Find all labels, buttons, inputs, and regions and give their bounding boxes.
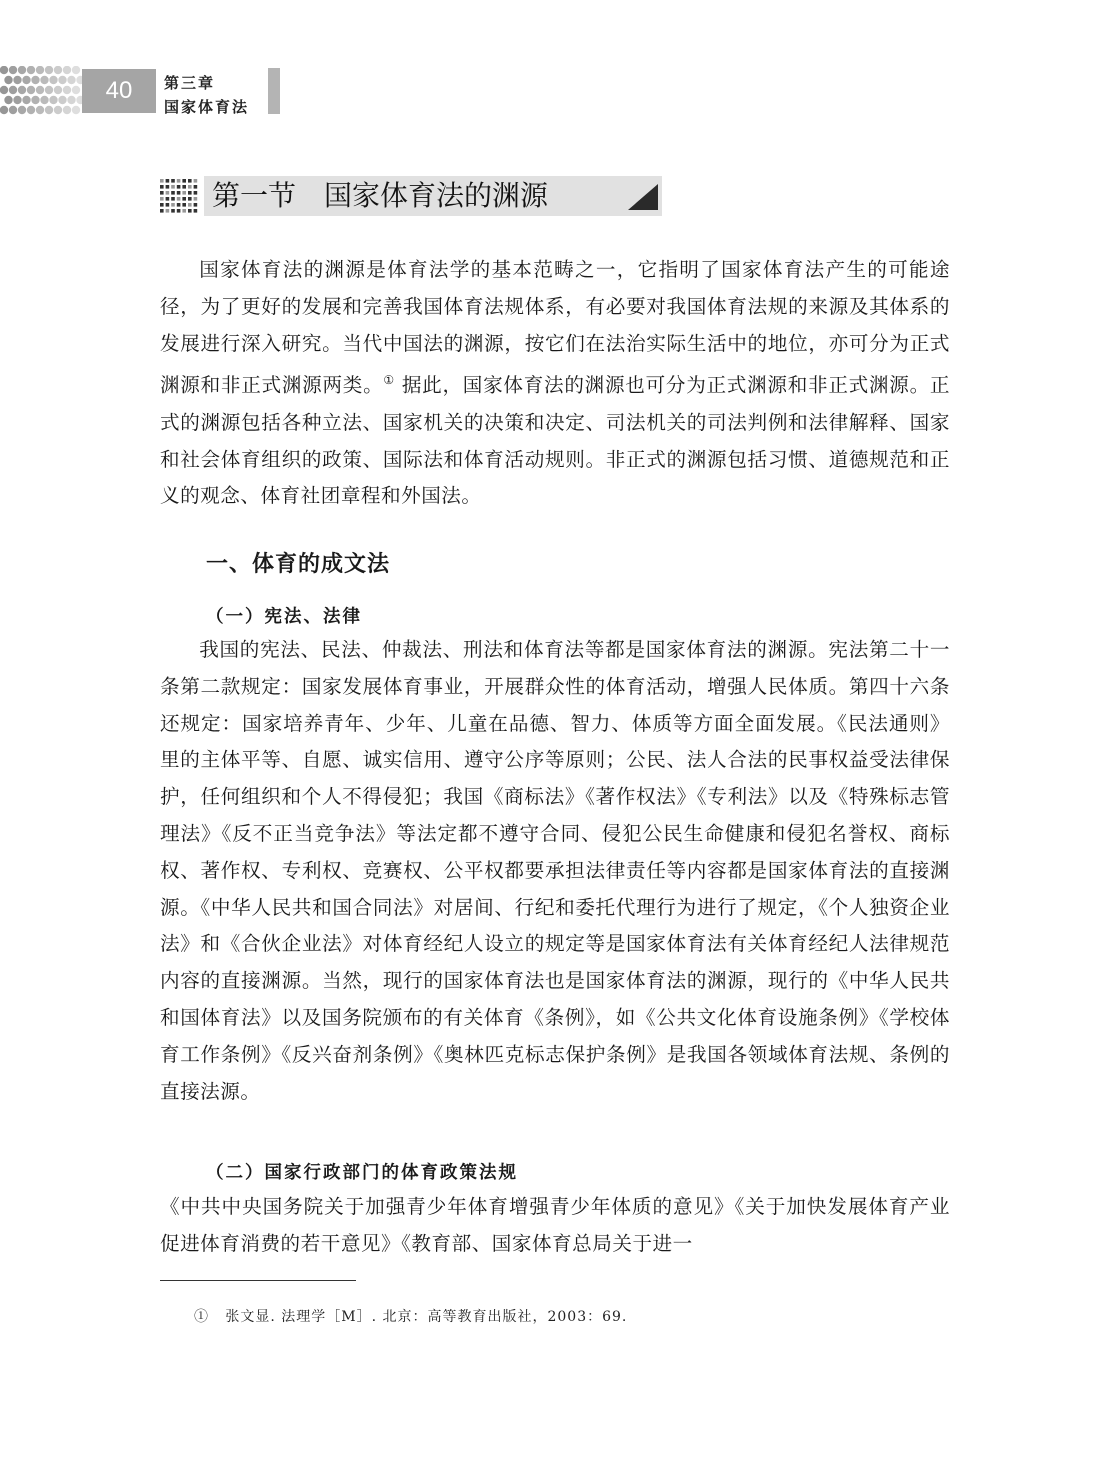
chapter-title: 国家体育法 <box>164 98 250 116</box>
footnote-marker: ① <box>194 1309 209 1325</box>
subsection-heading: 一、体育的成文法 <box>206 551 391 577</box>
chapter-header <box>164 71 249 119</box>
item-2-paragraph: 《中共中央国务院关于加强青少年体育增强青少年体质的意见》《关于加快发展体育产业促进体育消费的若干意见》《教育部、国家体育总局关于进一 <box>160 1195 950 1255</box>
section-heading <box>204 176 662 216</box>
intro-text-1: 国家体育法的渊源是体育法学的基本范畴之一，它指明了国家体育法产生的可能途径，为了更好的发展和完善我国体育法规体系，有必要对我国体育法规的来源及其体系的发展进行深入研究。当代中国法的渊源，按它们在法治实际生活中的地位，亦可分为正式渊源和非正式渊源两类。 <box>160 258 950 397</box>
item-1-paragraph: 我国的宪法、民法、仲裁法、刑法和体育法等都是国家体育法的渊源。宪法第二十一条第二款规定：国家发展体育事业，开展群众性的体育活动，增强人民体质。第四十六条还规定：国家培养青年、少年、儿童在品德、智力、体质等方面全面发展。《民法通则》里的主体平等、自愿、诚实信用、遵守公序等原则；公民、法人合法的民事权益受法律保护，任何组织和个人不得侵犯；我国《商标法》《著作权法》《专利法》以及《特殊标志管理法》《反不正当竞争法》等法定都不遵守合同、侵犯公民生命健康和侵犯名誉权、商标权、著作权、专利权、竞赛权、公平权都要承担法律责任等内容都是国家体育法的直接渊源。《中华人民共和国合同法》对居间、行纪和委托代理行为进行了规定，《个人独资企业法》和《合伙企业法》对体育经纪人设立的规定等是国家体育法有关体育经纪人法律规范内容的直接渊源。当然，现行的国家体育法也是国家体育法的渊源，现行的《中华人民共和国体育法》以及国务院颁布的有关体育《条例》，如《公共文化体育设施条例》《学校体育工作条例》《反兴奋剂条例》《奥林匹克标志保护条例》是我国各领域体育法规、条例的直接法源。 <box>160 638 950 1103</box>
triangle-marker-icon <box>628 184 658 210</box>
section-dot-icon <box>158 177 200 215</box>
intro-text-2: 据此，国家体育法的渊源也可分为正式渊源和非正式渊源。正式的渊源包括各种立法、国家机关的决策和决定、司法机关的司法判例和法律解释、国家和社会体育组织的政策、国际法和体育活动规则。非正式的渊源包括习惯、道德规范和正义的观念、体育社团章程和外国法。 <box>160 373 951 508</box>
footnote <box>194 1306 627 1326</box>
chapter-header-bar <box>268 68 280 114</box>
page-number: 40 <box>82 69 156 113</box>
intro-paragraph <box>160 252 950 515</box>
footnote-text: 张文显. 法理学［M］. 北京：高等教育出版社，2003：69. <box>225 1309 628 1325</box>
chapter-label: 第三章 <box>164 74 216 92</box>
footnote-divider <box>160 1280 356 1281</box>
header-dot-pattern <box>0 66 84 118</box>
section-title: 第一节 国家体育法的渊源 <box>212 179 549 212</box>
footnote-reference[interactable]: ① <box>383 373 395 388</box>
item-2-heading: （二）国家行政部门的体育政策法规 <box>206 1163 518 1183</box>
item-1-heading: （一）宪法、法律 <box>206 607 362 627</box>
